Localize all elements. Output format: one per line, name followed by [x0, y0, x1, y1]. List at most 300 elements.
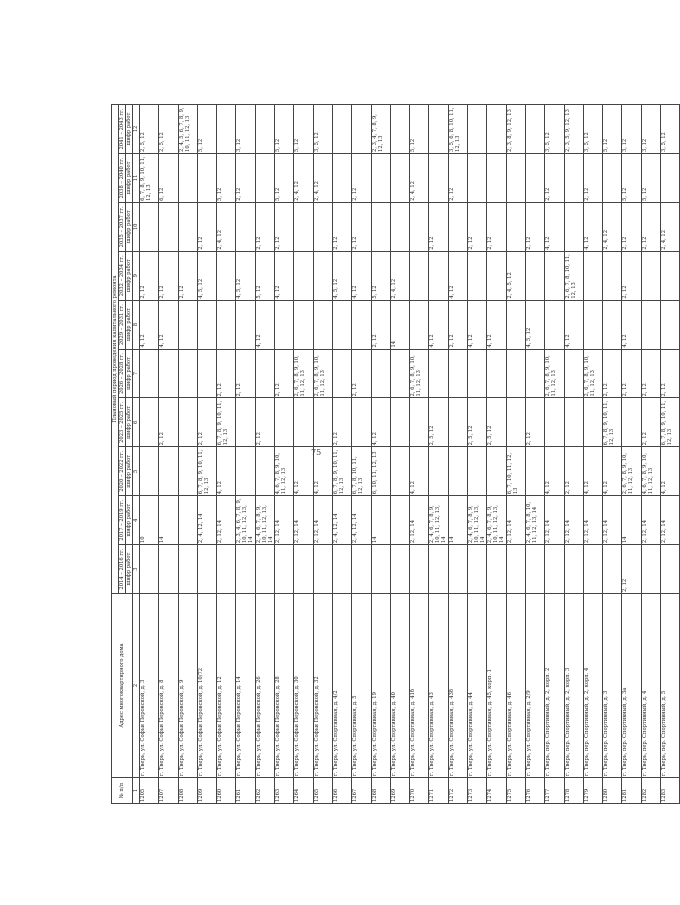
work-code-cell	[294, 202, 313, 251]
work-code-cell	[352, 300, 371, 349]
work-code-cell: 3, 12	[236, 105, 255, 154]
work-code-cell	[390, 202, 409, 251]
work-code-cell	[236, 545, 255, 594]
work-code-cell	[159, 202, 178, 251]
row-number: 1275	[506, 778, 525, 804]
work-code-cell	[410, 300, 429, 349]
work-code-cell	[140, 202, 159, 251]
work-code-cell: 2, 4, 6, 7, 8, 9, 10, 11, 12, 13, 14	[429, 496, 448, 545]
work-code-cell: 2, 12	[622, 251, 641, 300]
work-code-cell	[236, 398, 255, 447]
work-code-cell	[178, 398, 197, 447]
work-code-cell	[525, 545, 544, 594]
work-code-cell: 5, 12	[410, 105, 429, 154]
work-code-cell: 2, 12	[429, 202, 448, 251]
work-code-cell: 2, 12	[525, 202, 544, 251]
work-code-cell: 2, 12	[197, 202, 216, 251]
table-row	[641, 105, 660, 804]
row-address: г. Тверь, ул. Спортивная, д. 46	[506, 594, 525, 778]
work-code-cell: 2, 12	[236, 349, 255, 398]
work-code-cell: 4, 12	[468, 300, 487, 349]
table-row	[275, 105, 294, 804]
row-number: 1278	[564, 778, 583, 804]
work-code-cell: 4, 12	[545, 447, 564, 496]
work-code-cell: 6, 7, 8, 9, 10, 11, 12, 13	[332, 447, 351, 496]
row-address: г. Тверь, пер. Спортивный, д. 3	[603, 594, 622, 778]
column-index-cell: 2	[133, 594, 140, 778]
table-row	[468, 105, 487, 804]
work-code-cell: 2, 12	[159, 398, 178, 447]
period-header: 2026 – 2028 гг.	[119, 349, 126, 398]
row-number: 1261	[236, 778, 255, 804]
work-code-cell	[197, 349, 216, 398]
work-code-cell	[487, 251, 506, 300]
header-no: № п/п	[112, 778, 133, 804]
work-code-cell: 2, 12	[352, 153, 371, 202]
row-address: г. Тверь, ул. Спортивная, д. 45, корп. 1	[487, 594, 506, 778]
work-code-cell: 4, 12	[487, 300, 506, 349]
work-code-cell: 2, 6, 7, 8, 9, 10, 11, 12, 13	[410, 349, 429, 398]
work-code-cell: 4, 12	[255, 300, 274, 349]
work-code-cell: 2, 12, 14	[506, 496, 525, 545]
work-code-cell: 2, 12	[352, 349, 371, 398]
row-number: 1260	[217, 778, 236, 804]
work-code-cell	[429, 105, 448, 154]
row-number: 1282	[641, 778, 660, 804]
work-code-cell	[197, 153, 216, 202]
work-code-cell: 4, 12	[429, 300, 448, 349]
table-row	[603, 105, 622, 804]
work-code-cell: 6, 7, 10, 11, 12, 13	[506, 447, 525, 496]
work-code-cell: 3, 12	[641, 105, 660, 154]
work-code-cell	[525, 447, 544, 496]
table-row	[178, 105, 197, 804]
work-code-cell: 5, 12	[275, 153, 294, 202]
work-code-cell: 2, 12, 14	[545, 496, 564, 545]
work-code-cell	[545, 300, 564, 349]
row-address: г. Тверь, ул. Спортивная, д. 4/2	[332, 594, 351, 778]
column-index-cell: 7	[133, 349, 140, 398]
work-code-cell	[603, 300, 622, 349]
work-code-cell	[506, 202, 525, 251]
work-code-cell: 4, 12	[545, 202, 564, 251]
work-code-cell	[429, 153, 448, 202]
capital-repair-table	[111, 104, 680, 804]
work-code-cell: 2, 12	[641, 398, 660, 447]
work-code-cell: 2, 4, 6, 7, 8, 9, 10, 11, 12, 13, 14	[468, 496, 487, 545]
table-row	[564, 105, 583, 804]
table-row	[159, 105, 178, 804]
work-code-cell: 2, 12	[622, 545, 641, 594]
rotated-table-container	[111, 0, 674, 804]
work-code-cell: 2, 12	[352, 202, 371, 251]
work-code-cell: 5, 12	[371, 251, 390, 300]
work-code-cell	[545, 398, 564, 447]
work-code-cell: 2, 5, 12	[468, 398, 487, 447]
work-code-cell: 2, 12	[255, 202, 274, 251]
work-code-cell	[410, 545, 429, 594]
work-code-cell	[448, 398, 467, 447]
work-code-cell: 2, 12	[178, 251, 197, 300]
work-code-cell	[217, 545, 236, 594]
work-code-cell	[178, 300, 197, 349]
work-code-cell	[468, 447, 487, 496]
table-row	[236, 105, 255, 804]
work-code-cell: 2, 4, 12	[661, 202, 680, 251]
row-address: г. Тверь, ул. Софьи Перовской, д. 30	[294, 594, 313, 778]
work-code-cell	[178, 349, 197, 398]
work-code-cell	[371, 349, 390, 398]
work-code-cell: 4, 5, 12	[332, 251, 351, 300]
table-row	[506, 105, 525, 804]
table-row	[332, 105, 351, 804]
work-code-cell	[448, 202, 467, 251]
work-code-cell	[525, 153, 544, 202]
row-address: г. Тверь, ул. Софьи Перовской, д. 14	[236, 594, 255, 778]
work-code-cell: 4, 12	[313, 447, 332, 496]
work-code-header: шифр работ	[126, 153, 133, 202]
work-code-header: шифр работ	[126, 105, 133, 154]
work-code-cell: 2, 6, 7, 8, 9, 10, 11, 12, 13	[622, 447, 641, 496]
work-code-cell	[217, 300, 236, 349]
work-code-cell	[429, 447, 448, 496]
work-code-cell	[390, 105, 409, 154]
work-code-cell	[332, 153, 351, 202]
row-address: г. Тверь, ул. Спортивная, д. 40	[390, 594, 409, 778]
work-code-cell: 2, 12	[217, 349, 236, 398]
work-code-cell: 2, 12, 14	[641, 496, 660, 545]
row-number: 1273	[468, 778, 487, 804]
row-number: 1205	[140, 778, 159, 804]
table-row	[352, 105, 371, 804]
work-code-cell: 4, 5, 12	[197, 251, 216, 300]
work-code-cell	[661, 251, 680, 300]
work-code-cell: 4, 12	[622, 300, 641, 349]
work-code-cell	[468, 105, 487, 154]
work-code-cell: 2, 4, 6, 7, 8, 9, 10, 11, 12, 13, 14	[255, 496, 274, 545]
work-code-cell	[390, 349, 409, 398]
work-code-cell	[525, 251, 544, 300]
work-code-cell: 4, 12	[275, 251, 294, 300]
work-code-cell	[448, 545, 467, 594]
work-code-cell	[506, 349, 525, 398]
work-code-cell	[429, 545, 448, 594]
work-code-cell	[313, 251, 332, 300]
work-code-cell	[178, 545, 197, 594]
work-code-cell	[468, 153, 487, 202]
work-code-cell: 3, 5, 12	[313, 105, 332, 154]
work-code-cell	[159, 349, 178, 398]
work-code-cell: 4, 12	[583, 202, 602, 251]
column-index-cell: 10	[133, 202, 140, 251]
row-address: г. Тверь, ул. Спортивная, д. 43	[429, 594, 448, 778]
row-address: г. Тверь, ул. Спортивная, д. 43б	[448, 594, 467, 778]
work-code-cell	[140, 545, 159, 594]
work-code-cell: 4, 12	[294, 447, 313, 496]
work-code-cell: 4, 6, 7, 8, 9, 10, 11, 12, 13	[275, 447, 294, 496]
work-code-cell: 2, 12	[159, 251, 178, 300]
row-number: 1276	[525, 778, 544, 804]
work-code-cell	[390, 545, 409, 594]
work-code-cell: 2, 12	[622, 349, 641, 398]
work-code-cell	[641, 300, 660, 349]
work-code-cell: 2, 3, 8, 9, 12, 13	[506, 105, 525, 154]
work-code-cell: 3, 5, 12	[583, 105, 602, 154]
work-code-cell: 6, 10, 11, 12, 13	[371, 447, 390, 496]
work-code-cell: 6, 7, 8, 9, 10, 11, 12, 13	[140, 153, 159, 202]
work-code-cell	[313, 202, 332, 251]
row-number: 1270	[410, 778, 429, 804]
work-code-cell: 2, 12	[545, 153, 564, 202]
work-code-cell: 2, 12, 14	[564, 496, 583, 545]
work-code-cell: 4, 12	[661, 447, 680, 496]
work-code-cell	[294, 251, 313, 300]
work-code-cell: 2, 12	[448, 153, 467, 202]
period-header: 2020 – 2022 гг.	[119, 447, 126, 496]
work-code-cell: 6, 12	[159, 153, 178, 202]
work-code-cell: 2, 12	[197, 398, 216, 447]
work-code-cell	[583, 398, 602, 447]
work-code-cell	[159, 447, 178, 496]
work-code-cell: 4, 12	[448, 251, 467, 300]
row-address: г. Тверь, ул. Софьи Перовской, д. 32	[313, 594, 332, 778]
work-code-cell	[390, 153, 409, 202]
row-number: 1271	[429, 778, 448, 804]
work-code-cell: 2, 4, 12	[410, 153, 429, 202]
work-code-cell	[255, 349, 274, 398]
column-index-cell: 1	[133, 778, 140, 804]
work-code-header: шифр работ	[126, 496, 133, 545]
work-code-cell: 2, 4, 12	[313, 153, 332, 202]
work-code-cell: 14	[448, 496, 467, 545]
work-code-cell	[487, 105, 506, 154]
row-address: г. Тверь, пер. Спортивный, д. 2, корп. 4	[583, 594, 602, 778]
work-code-cell	[641, 251, 660, 300]
work-code-cell: 2, 12, 14	[603, 496, 622, 545]
work-code-cell	[313, 398, 332, 447]
table-row	[487, 105, 506, 804]
work-code-cell: 5, 12	[275, 105, 294, 154]
work-code-cell: 2, 12, 14	[583, 496, 602, 545]
work-code-cell	[371, 202, 390, 251]
work-code-cell: 2, 12, 14	[410, 496, 429, 545]
period-header: 2038 – 2040 гг.	[119, 153, 126, 202]
work-code-header: шифр работ	[126, 349, 133, 398]
work-code-cell	[487, 545, 506, 594]
header-address: Адрес многоквартирного дома	[112, 594, 133, 778]
row-number: 1283	[661, 778, 680, 804]
table-row	[622, 105, 641, 804]
work-code-cell	[255, 153, 274, 202]
work-code-cell	[236, 447, 255, 496]
row-address: г. Тверь, ул. Софьи Перовской, д. 10/72	[197, 594, 216, 778]
period-header: 2023 – 2025 гг.	[119, 398, 126, 447]
row-number: 1207	[159, 778, 178, 804]
work-code-cell	[275, 545, 294, 594]
work-code-cell: 4, 12	[352, 251, 371, 300]
work-code-cell	[313, 545, 332, 594]
work-code-cell	[468, 349, 487, 398]
work-code-cell: 6, 7, 8, 9, 10, 11, 12, 13	[197, 447, 216, 496]
row-address: г. Тверь, ул. Спортивная, д. 2/9	[525, 594, 544, 778]
work-code-cell: 14	[622, 496, 641, 545]
work-code-cell: 5, 12	[255, 251, 274, 300]
row-number: 1280	[603, 778, 622, 804]
work-code-cell: 5, 12	[641, 153, 660, 202]
work-code-cell	[236, 300, 255, 349]
work-code-cell	[410, 398, 429, 447]
work-code-cell: 4, 5, 12	[525, 300, 544, 349]
work-code-cell	[332, 105, 351, 154]
work-code-cell	[352, 398, 371, 447]
work-code-cell: 4, 5, 12	[236, 251, 255, 300]
work-code-cell: 14	[390, 300, 409, 349]
work-code-cell	[313, 300, 332, 349]
work-code-cell: 2, 12, 14	[661, 496, 680, 545]
row-address: г. Тверь, пер. Спортивный, д. 3а	[622, 594, 641, 778]
work-code-cell: 2, 3, 4, 7, 8, 9, 12, 13	[371, 105, 390, 154]
period-header: 2014 – 2016 гг.	[119, 545, 126, 594]
work-code-header: шифр работ	[126, 447, 133, 496]
table-row	[294, 105, 313, 804]
work-code-cell: 3, 5, 12	[545, 105, 564, 154]
work-code-cell: 2, 4, 5, 6, 7, 8, 9, 10, 11, 12, 13	[178, 105, 197, 154]
work-code-cell	[506, 153, 525, 202]
work-code-cell: 2, 12	[468, 202, 487, 251]
period-header: 2017 – 2019 гг.	[119, 496, 126, 545]
column-index-cell: 8	[133, 300, 140, 349]
work-code-cell: 2, 5, 12	[429, 398, 448, 447]
work-code-cell	[603, 153, 622, 202]
work-code-cell: 2, 5, 12	[140, 105, 159, 154]
work-code-cell: 2, 4, 6, 7, 8, 9, 10, 11, 12, 13, 14	[487, 496, 506, 545]
page-number: 75	[311, 448, 322, 457]
work-code-cell: 4, 6, 7, 8, 9, 10, 11, 12, 13	[641, 447, 660, 496]
row-number: 1269	[390, 778, 409, 804]
work-code-cell: 14	[159, 496, 178, 545]
work-code-cell: 6, 7, 8, 9, 10, 11, 12, 13	[217, 398, 236, 447]
work-code-cell	[410, 251, 429, 300]
work-code-cell: 2, 3, 4, 6, 7, 8, 9, 10, 11, 12, 13, 14	[236, 496, 255, 545]
work-code-cell: 2, 4, 12	[294, 153, 313, 202]
work-code-cell: 2, 12	[564, 447, 583, 496]
table-body	[140, 105, 680, 804]
work-code-cell	[255, 105, 274, 154]
work-code-cell: 2, 12	[255, 398, 274, 447]
work-code-cell: 5, 12	[217, 153, 236, 202]
work-code-cell	[332, 545, 351, 594]
work-code-cell: 2, 12	[140, 251, 159, 300]
work-code-cell	[236, 202, 255, 251]
work-code-cell	[506, 300, 525, 349]
table-row	[371, 105, 390, 804]
work-code-cell: 4, 12	[371, 398, 390, 447]
work-code-cell: 2, 12, 14	[217, 496, 236, 545]
work-code-cell: 4, 12	[410, 447, 429, 496]
column-index-cell: 4	[133, 496, 140, 545]
row-number: 1279	[583, 778, 602, 804]
period-header: 2035 – 2037 гг.	[119, 202, 126, 251]
work-code-cell: 2, 3, 5, 9, 12, 13	[564, 105, 583, 154]
work-code-cell	[583, 545, 602, 594]
column-index-cell: 3	[133, 545, 140, 594]
work-code-cell	[661, 153, 680, 202]
work-code-cell	[178, 496, 197, 545]
table-row	[661, 105, 680, 804]
row-address: г. Тверь, ул. Спортивная, д. 44	[468, 594, 487, 778]
work-code-cell: 2, 6, 7, 8, 9, 10, 11, 12, 13	[313, 349, 332, 398]
work-code-cell	[545, 545, 564, 594]
table-row	[140, 105, 159, 804]
work-code-cell	[564, 349, 583, 398]
work-code-cell: 2, 12, 14	[294, 496, 313, 545]
table-row	[545, 105, 564, 804]
work-code-cell	[197, 300, 216, 349]
work-code-cell: 2, 12, 14	[313, 496, 332, 545]
row-address: г. Тверь, ул. Софьи Перовской, д. 12	[217, 594, 236, 778]
work-code-cell	[371, 153, 390, 202]
row-number: 1277	[545, 778, 564, 804]
work-code-cell: 2, 12	[332, 398, 351, 447]
work-code-cell	[564, 153, 583, 202]
row-address: г. Тверь, ул. Спортивная, д. 41б	[410, 594, 429, 778]
work-code-cell	[178, 153, 197, 202]
work-code-cell	[583, 251, 602, 300]
work-code-cell	[506, 545, 525, 594]
work-code-cell: 4, 12	[140, 300, 159, 349]
row-number: 1262	[255, 778, 274, 804]
work-code-cell	[525, 105, 544, 154]
work-code-cell: 4, 12	[217, 447, 236, 496]
work-code-cell: 2, 4, 6, 7, 8, 10, 11, 12, 13, 14	[525, 496, 544, 545]
row-number: 1209	[197, 778, 216, 804]
work-code-cell	[410, 202, 429, 251]
column-index-cell: 9	[133, 251, 140, 300]
work-code-cell	[661, 545, 680, 594]
work-code-cell: 4, 12	[583, 447, 602, 496]
work-code-cell	[487, 447, 506, 496]
work-code-cell: 2, 12	[525, 398, 544, 447]
work-code-cell: 3, 5, 12	[661, 105, 680, 154]
work-code-header: шифр работ	[126, 251, 133, 300]
work-code-cell	[390, 398, 409, 447]
period-header: 2029 – 2031 гг.	[119, 300, 126, 349]
work-code-cell: 2, 4, 12	[603, 202, 622, 251]
work-code-cell: 6, 7, 8, 9, 10, 11, 12, 13	[661, 398, 680, 447]
work-code-cell	[661, 300, 680, 349]
row-number: 1267	[352, 778, 371, 804]
row-number: 1266	[332, 778, 351, 804]
work-code-cell	[217, 251, 236, 300]
work-code-cell: 2, 6, 7, 8, 9, 10, 11, 12, 13	[294, 349, 313, 398]
work-code-header: шифр работ	[126, 545, 133, 594]
table-row	[525, 105, 544, 804]
work-code-cell: 2, 12	[622, 202, 641, 251]
work-code-cell	[603, 251, 622, 300]
work-code-cell: 6, 7, 8, 10, 11, 12, 13	[352, 447, 371, 496]
column-index-cell: 11	[133, 153, 140, 202]
work-code-cell	[390, 447, 409, 496]
work-code-cell: 2, 12	[275, 202, 294, 251]
table-row	[217, 105, 236, 804]
work-code-cell: 2, 12	[371, 300, 390, 349]
work-code-cell: 2, 12	[641, 202, 660, 251]
work-code-cell	[641, 545, 660, 594]
work-code-cell	[564, 202, 583, 251]
work-code-header: шифр работ	[126, 202, 133, 251]
row-number: 1268	[371, 778, 390, 804]
work-code-cell	[468, 545, 487, 594]
